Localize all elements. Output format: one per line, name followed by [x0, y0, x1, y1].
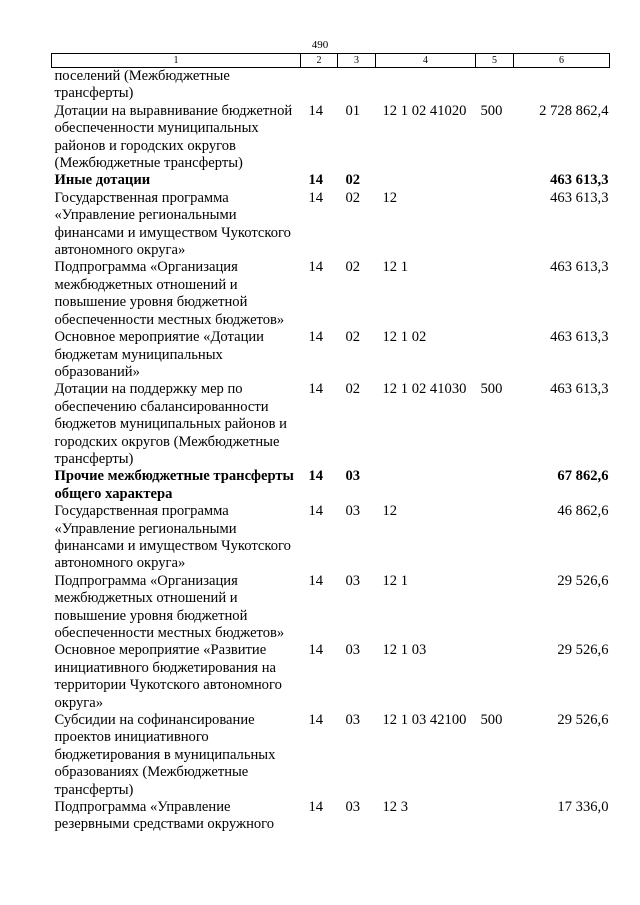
- table-row: [52, 103, 610, 173]
- expense-type-code: [476, 329, 514, 381]
- section-code: 14: [308, 189, 324, 206]
- expense-type-code: [476, 799, 514, 834]
- subsection-code: 03: [345, 572, 361, 589]
- row-name: поселений (Межбюджетные трансферты): [54, 68, 230, 102]
- section-code: 14: [308, 381, 324, 398]
- expense-type-code: [476, 68, 514, 103]
- subsection-code: 02: [345, 259, 361, 276]
- target-article-code: [376, 172, 476, 189]
- subsection-code: 03: [345, 503, 361, 520]
- column-number: 3: [338, 54, 376, 68]
- table-row: [52, 642, 610, 712]
- subsection-code: 03: [345, 799, 361, 816]
- table-row: [52, 329, 610, 381]
- column-number: 4: [376, 54, 476, 68]
- expense-type-code: 500: [480, 102, 503, 119]
- expense-type-code: 500: [480, 381, 503, 398]
- section-code: 14: [308, 468, 324, 485]
- target-article-code: 12 1 03 42100: [382, 712, 467, 729]
- expense-type-code: [476, 642, 514, 712]
- amount: 46 862,6: [557, 503, 609, 520]
- subsection-code: 03: [345, 712, 361, 729]
- target-article-code: [376, 68, 476, 103]
- amount: 463 613,3: [550, 381, 609, 398]
- target-article-code: 12 3: [382, 799, 409, 816]
- amount: 29 526,6: [557, 712, 609, 729]
- amount: 17 336,0: [557, 799, 609, 816]
- target-article-code: 12: [382, 503, 398, 520]
- target-article-code: 12 1 02: [382, 329, 427, 346]
- target-article-code: 12 1 02 41030: [382, 381, 467, 398]
- column-number: 6: [514, 54, 610, 68]
- expense-type-code: [476, 172, 514, 189]
- row-name: Иные дотации: [54, 172, 151, 189]
- page-number: 490: [311, 39, 329, 51]
- section-code: 14: [308, 799, 324, 816]
- expense-type-code: [476, 190, 514, 260]
- target-article-code: 12 1 03: [382, 642, 427, 659]
- table-row: [52, 799, 610, 834]
- table-row: [52, 259, 610, 329]
- table-row: [52, 190, 610, 260]
- expense-type-code: 500: [480, 712, 503, 729]
- subsection-code: 01: [345, 102, 361, 119]
- section-code: 14: [308, 572, 324, 589]
- subsection-code: 02: [345, 329, 361, 346]
- row-name: Подпрограмма «Организация межбюджетных отношений и повышение уровня бюджетной обеспеченности местных бюджетов»: [54, 572, 285, 641]
- amount: 463 613,3: [550, 189, 609, 206]
- target-article-code: 12: [382, 189, 398, 206]
- target-article-code: 12 1: [382, 572, 409, 589]
- row-name: Подпрограмма «Организация межбюджетных отношений и повышение уровня бюджетной обеспеченности местных бюджетов»: [54, 259, 285, 328]
- amount: 463 613,3: [550, 172, 609, 189]
- amount: 29 526,6: [557, 572, 609, 589]
- amount: 2 728 862,4: [539, 102, 609, 119]
- subsection-code: 02: [345, 172, 361, 189]
- section-code: [301, 68, 338, 103]
- target-article-code: [376, 468, 476, 503]
- amount: 463 613,3: [550, 259, 609, 276]
- column-number-row: [52, 54, 610, 68]
- row-name: Субсидии на софинансирование проектов инициативного бюджетирования в муниципальных образованиях (Межбюджетные трансферты): [54, 712, 276, 798]
- subsection-code: [338, 68, 376, 103]
- expense-type-code: [476, 468, 514, 503]
- section-code: 14: [308, 172, 324, 189]
- target-article-code: 12 1 02 41020: [382, 102, 467, 119]
- section-code: 14: [308, 259, 324, 276]
- amount: [514, 68, 610, 103]
- table-row: [52, 468, 610, 503]
- row-name: Основное мероприятие «Дотации бюджетам муниципальных образований»: [54, 329, 264, 380]
- section-code: 14: [308, 503, 324, 520]
- table-row: [52, 68, 610, 103]
- expense-type-code: [476, 503, 514, 573]
- row-name: Государственная программа «Управление региональными финансами и имуществом Чукотского автономного округа»: [54, 503, 291, 572]
- row-name: Дотации на поддержку мер по обеспечению сбалансированности бюджетов муниципальных районов и городских округов (Межбюджетные трансферты): [54, 381, 287, 467]
- column-number: 5: [476, 54, 514, 68]
- section-code: 14: [308, 712, 324, 729]
- row-name: Основное мероприятие «Развитие инициативного бюджетирования на территории Чукотского автономного округа»: [54, 642, 282, 711]
- subsection-code: 03: [345, 642, 361, 659]
- row-name: Подпрограмма «Управление резервными средствами окружного: [54, 799, 275, 833]
- table-row: [52, 172, 610, 189]
- table-row: [52, 381, 610, 468]
- row-name: Дотации на выравнивание бюджетной обеспеченности муниципальных районов и городских округов (Межбюджетные трансферты): [54, 102, 293, 172]
- section-code: 14: [308, 329, 324, 346]
- amount: 67 862,6: [557, 468, 609, 485]
- section-code: 14: [308, 102, 324, 119]
- expense-type-code: [476, 573, 514, 643]
- expense-type-code: [476, 259, 514, 329]
- amount: 29 526,6: [557, 642, 609, 659]
- row-name: Прочие межбюджетные трансферты общего характера: [54, 468, 294, 502]
- table-row: [52, 712, 610, 799]
- table-row: [52, 503, 610, 573]
- subsection-code: 03: [345, 468, 361, 485]
- section-code: 14: [308, 642, 324, 659]
- subsection-code: 02: [345, 381, 361, 398]
- subsection-code: 02: [345, 189, 361, 206]
- table-row: [52, 573, 610, 643]
- budget-table: [51, 53, 610, 834]
- row-name: Государственная программа «Управление региональными финансами и имуществом Чукотского автономного округа»: [54, 189, 291, 259]
- amount: 463 613,3: [550, 329, 609, 346]
- column-number: 2: [301, 54, 338, 68]
- target-article-code: 12 1: [382, 259, 409, 276]
- column-number: 1: [52, 54, 301, 68]
